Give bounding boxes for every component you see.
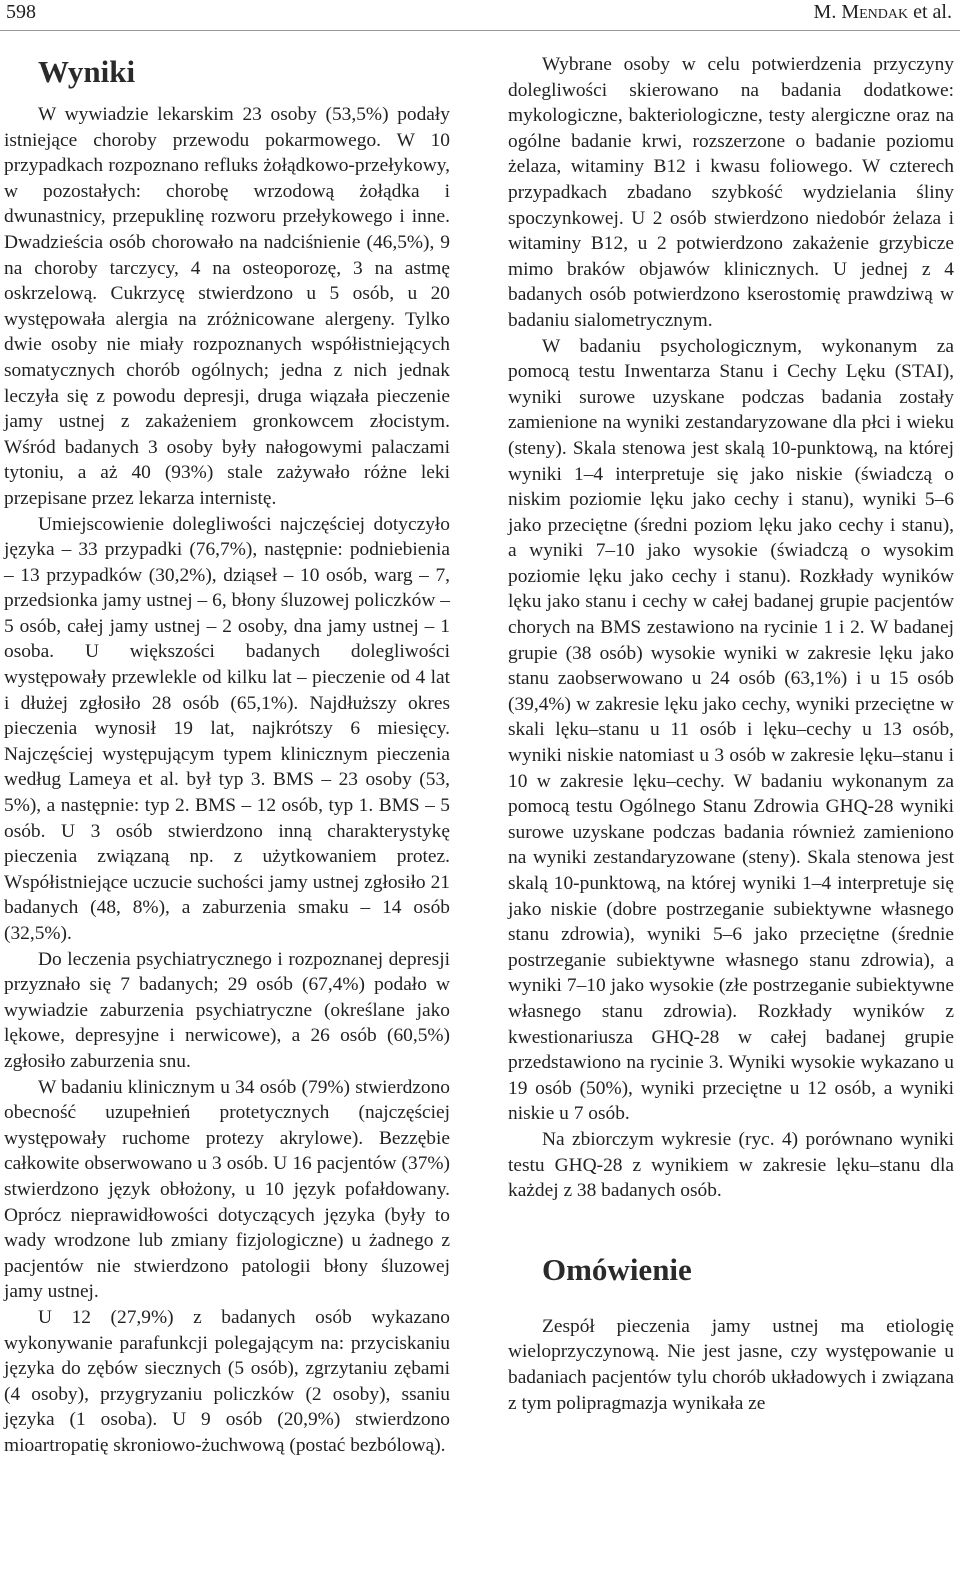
paragraph: U 12 (27,9%) z badanych osób wykazano wykonywanie parafunkcji polegającym na: przyciskaniu języka do zębów siecznych (5 osób), zgrzytaniu zębami (4 osoby), przygryzaniu policzków (2 osoby), ssaniu języka (1 osoba). U 9 osób (20,9%) stwierdzono mioartropatię skroniowo-żuchwową (postać bezbólową). <box>4 1306 450 1456</box>
left-column <box>4 52 450 1458</box>
page-number: 598 <box>6 1 36 23</box>
author-first: M. M <box>813 1 860 23</box>
author-rest: et al. <box>908 1 952 23</box>
paragraph: Zespół pieczenia jamy ustnej ma etiologię wieloprzyczynową. Nie jest jasne, czy występowanie u badaniach pacjentów tylu chorób układowych i związana z tym polipragmazja wynikała ze <box>508 1315 954 1414</box>
paragraph: Do leczenia psychiatrycznego i rozpoznanej depresji przyznało się 7 badanych; 29 osób (67,4%) podało w wywiadzie zaburzenia psychiatryczne (określane jako lękowe, depresyjne i nerwicowe), a 26 osób (60,5%) zgłosiło zaburzenia snu. <box>4 948 450 1072</box>
paragraph: Wybrane osoby w celu potwierdzenia przyczyny dolegliwości skierowano na badania dodatkowe: mykologiczne, bakteriologiczne, testy alergiczne oraz na ogólne badanie krwi, rozszerzone o badanie poziomu żelaza, witaminy B12 i kwasu foliowego. W czterech przypadkach zbadano szybkość wydzielania śliny spoczynkowej. U 2 osób stwierdzono niedobór żelaza i witaminy B12, u 2 potwierdzono zakażenie grzybicze mimo braków objawów klinicznych. U jednej z 4 badanych osób potwierdzono kserostomię prawdziwą w badaniu sialometrycznym. <box>508 54 954 331</box>
paragraph: Na zbiorczym wykresie (ryc. 4) porównano wyniki testu GHQ-28 z wynikiem w zakresie lęku–stanu dla każdej z 38 badanych osób. <box>508 1128 954 1202</box>
section-heading-omowienie: Omówienie <box>542 1251 692 1287</box>
paragraph: W badaniu klinicznym u 34 osób (79%) stwierdzono obecność uzupełnień protetycznych (najczęściej występowały ruchome protezy akrylowe). Bezzębie całkowite obserwowano u 3 osób. U 16 pacjentów (37%) stwierdzono język obłożony, u 10 język pofałdowany. Oprócz nieprawidłowości dotyczących języka (były to wady wrodzone lub zmiany fizjologiczne) u żadnego z pacjentów nie stwierdzono patologii błony śluzowej jamy ustnej. <box>4 1076 450 1303</box>
header-rule <box>0 30 960 31</box>
paragraph: W badaniu psychologicznym, wykonanym za pomocą testu Inwentarza Stanu i Cechy Lęku (STAI), wyniki surowe uzyskane podczas badania zostały zamienione na wyniki zestandaryzowane dla płci i wieku (steny). Skala stenowa jest skalą 10-punktową, na której wyniki 1–4 interpretuje się jako niskie (świadczą o niskim poziomie lęku jako cechy i stanu), wyniki 5–6 jako przeciętne (średni poziom lęku jako cechy i stanu), a wyniki 7–10 jako wysokie (świadczą o wysokim poziomie lęku jako cechy i stanu). Rozkłady wyników lęku jako stanu i cechy w całej badanej grupie pacjentów chorych na BMS zestawiono na rycinie 1 i 2. W badanej grupie (38 osób) wysokie wyniki w zakresie lęku jako stanu zaobserwowano u 24 osób (63,1%) i u 15 osób (39,4%) w zakresie lęku jako cechy, wyniki przeciętne w skali lęku–stanu u 11 osób i lęku–cechy u 13 osób, wyniki niskie natomiast u 3 osób w zakresie lęku–stanu i 10 w zakresie lęku–cechy. W badaniu wykonanym za pomocą testu Ogólnego Stanu Zdrowia GHQ-28 wyniki surowe uzyskane podczas badania również zamieniono na wyniki zestandaryzowane (steny). Skala stenowa jest skalą 10-punktową, na której wyniki 1–4 interpretuje się jako niskie (dobre postrzeganie subiektywne własnego stanu zdrowia), wyniki 5–6 jako przeciętne (średnie postrzeganie subiektywne własnego stanu zdrowia), a wyniki 7–10 jako wysokie (złe postrzeganie subiektywne własnego stanu zdrowia). Rozkłady wyników z kwestionariusza GHQ-28 w całej badanej grupie przedstawiono na rycinie 3. Wyniki wysokie wykazano u 19 osób (50%), wyniki przeciętne u 12 osób, a wyniki niskie u 7 osób. <box>508 335 954 1125</box>
paragraph: Umiejscowienie dolegliwości najczęściej dotyczyło języka – 33 przypadki (76,7%), następnie: podniebienia – 13 przypadków (30,2%), dziąseł – 10 osób, warg – 7, przedsionka jamy ustnej – 6, błony śluzowej policzków – 5 osób, całej jamy ustnej – 2 osoby, dna jamy ustnej – 1 osoba. U większości badanych dolegliwości występowały przewlekle od kilku lat – pieczenie od 4 lat i dłużej zgłosiło 28 osób (65,1%). Najdłuższy okres pieczenia wynosił 19 lat, najkrótszy 6 miesięcy. Najczęściej występującym typem klinicznym pieczenia według Lameya et al. był typ 3. BMS – 23 osoby (53, 5%), a następnie: typ 2. BMS – 12 osób, typ 1. BMS – 5 osób. U 3 osób stwierdzono inną charakterystykę pieczenia związaną np. z użytkowaniem protez. Współistniejące uczucie suchości jamy ustnej zgłosiło 21 badanych (48, 8%), a zaburzenia smaku – 14 osób (32,5%). <box>4 513 450 944</box>
running-header <box>0 0 960 36</box>
running-head-author <box>814 0 952 24</box>
author-small-caps: endak <box>859 1 909 23</box>
section-heading-wyniki: Wyniki <box>38 54 136 89</box>
right-column <box>508 52 954 1416</box>
paragraph: W wywiadzie lekarskim 23 osoby (53,5%) podały istniejące choroby przewodu pokarmowego. W 10 przypadkach rozpoznano refluks żołądkowo-przełykowy, w pozostałych: chorobę wrzodową żołądka i dwunastnicy, przepuklinę rozworu przełykowego i inne. Dwadzieścia osób chorowało na nadciśnienie (46,5%), 9 na choroby tarczycy, 4 na osteoporozę, 3 na astmę oskrzelową. Cukrzycę stwierdzono u 5 osób, u 20 występowała alergia na zróżnicowane alergeny. Tylko dwie osoby nie miały rozpoznanych współistniejących somatycznych chorób ogólnych; jedna z nich jednak leczyła się z powodu depresji, druga wiązała pieczenie jamy ustnej z zakażeniem gronkowcem złocistym. Wśród badanych 3 osoby były nałogowymi palaczami tytoniu, a aż 40 (93%) stale zażywało różne leki przepisane przez lekarza internistę. <box>4 104 450 509</box>
